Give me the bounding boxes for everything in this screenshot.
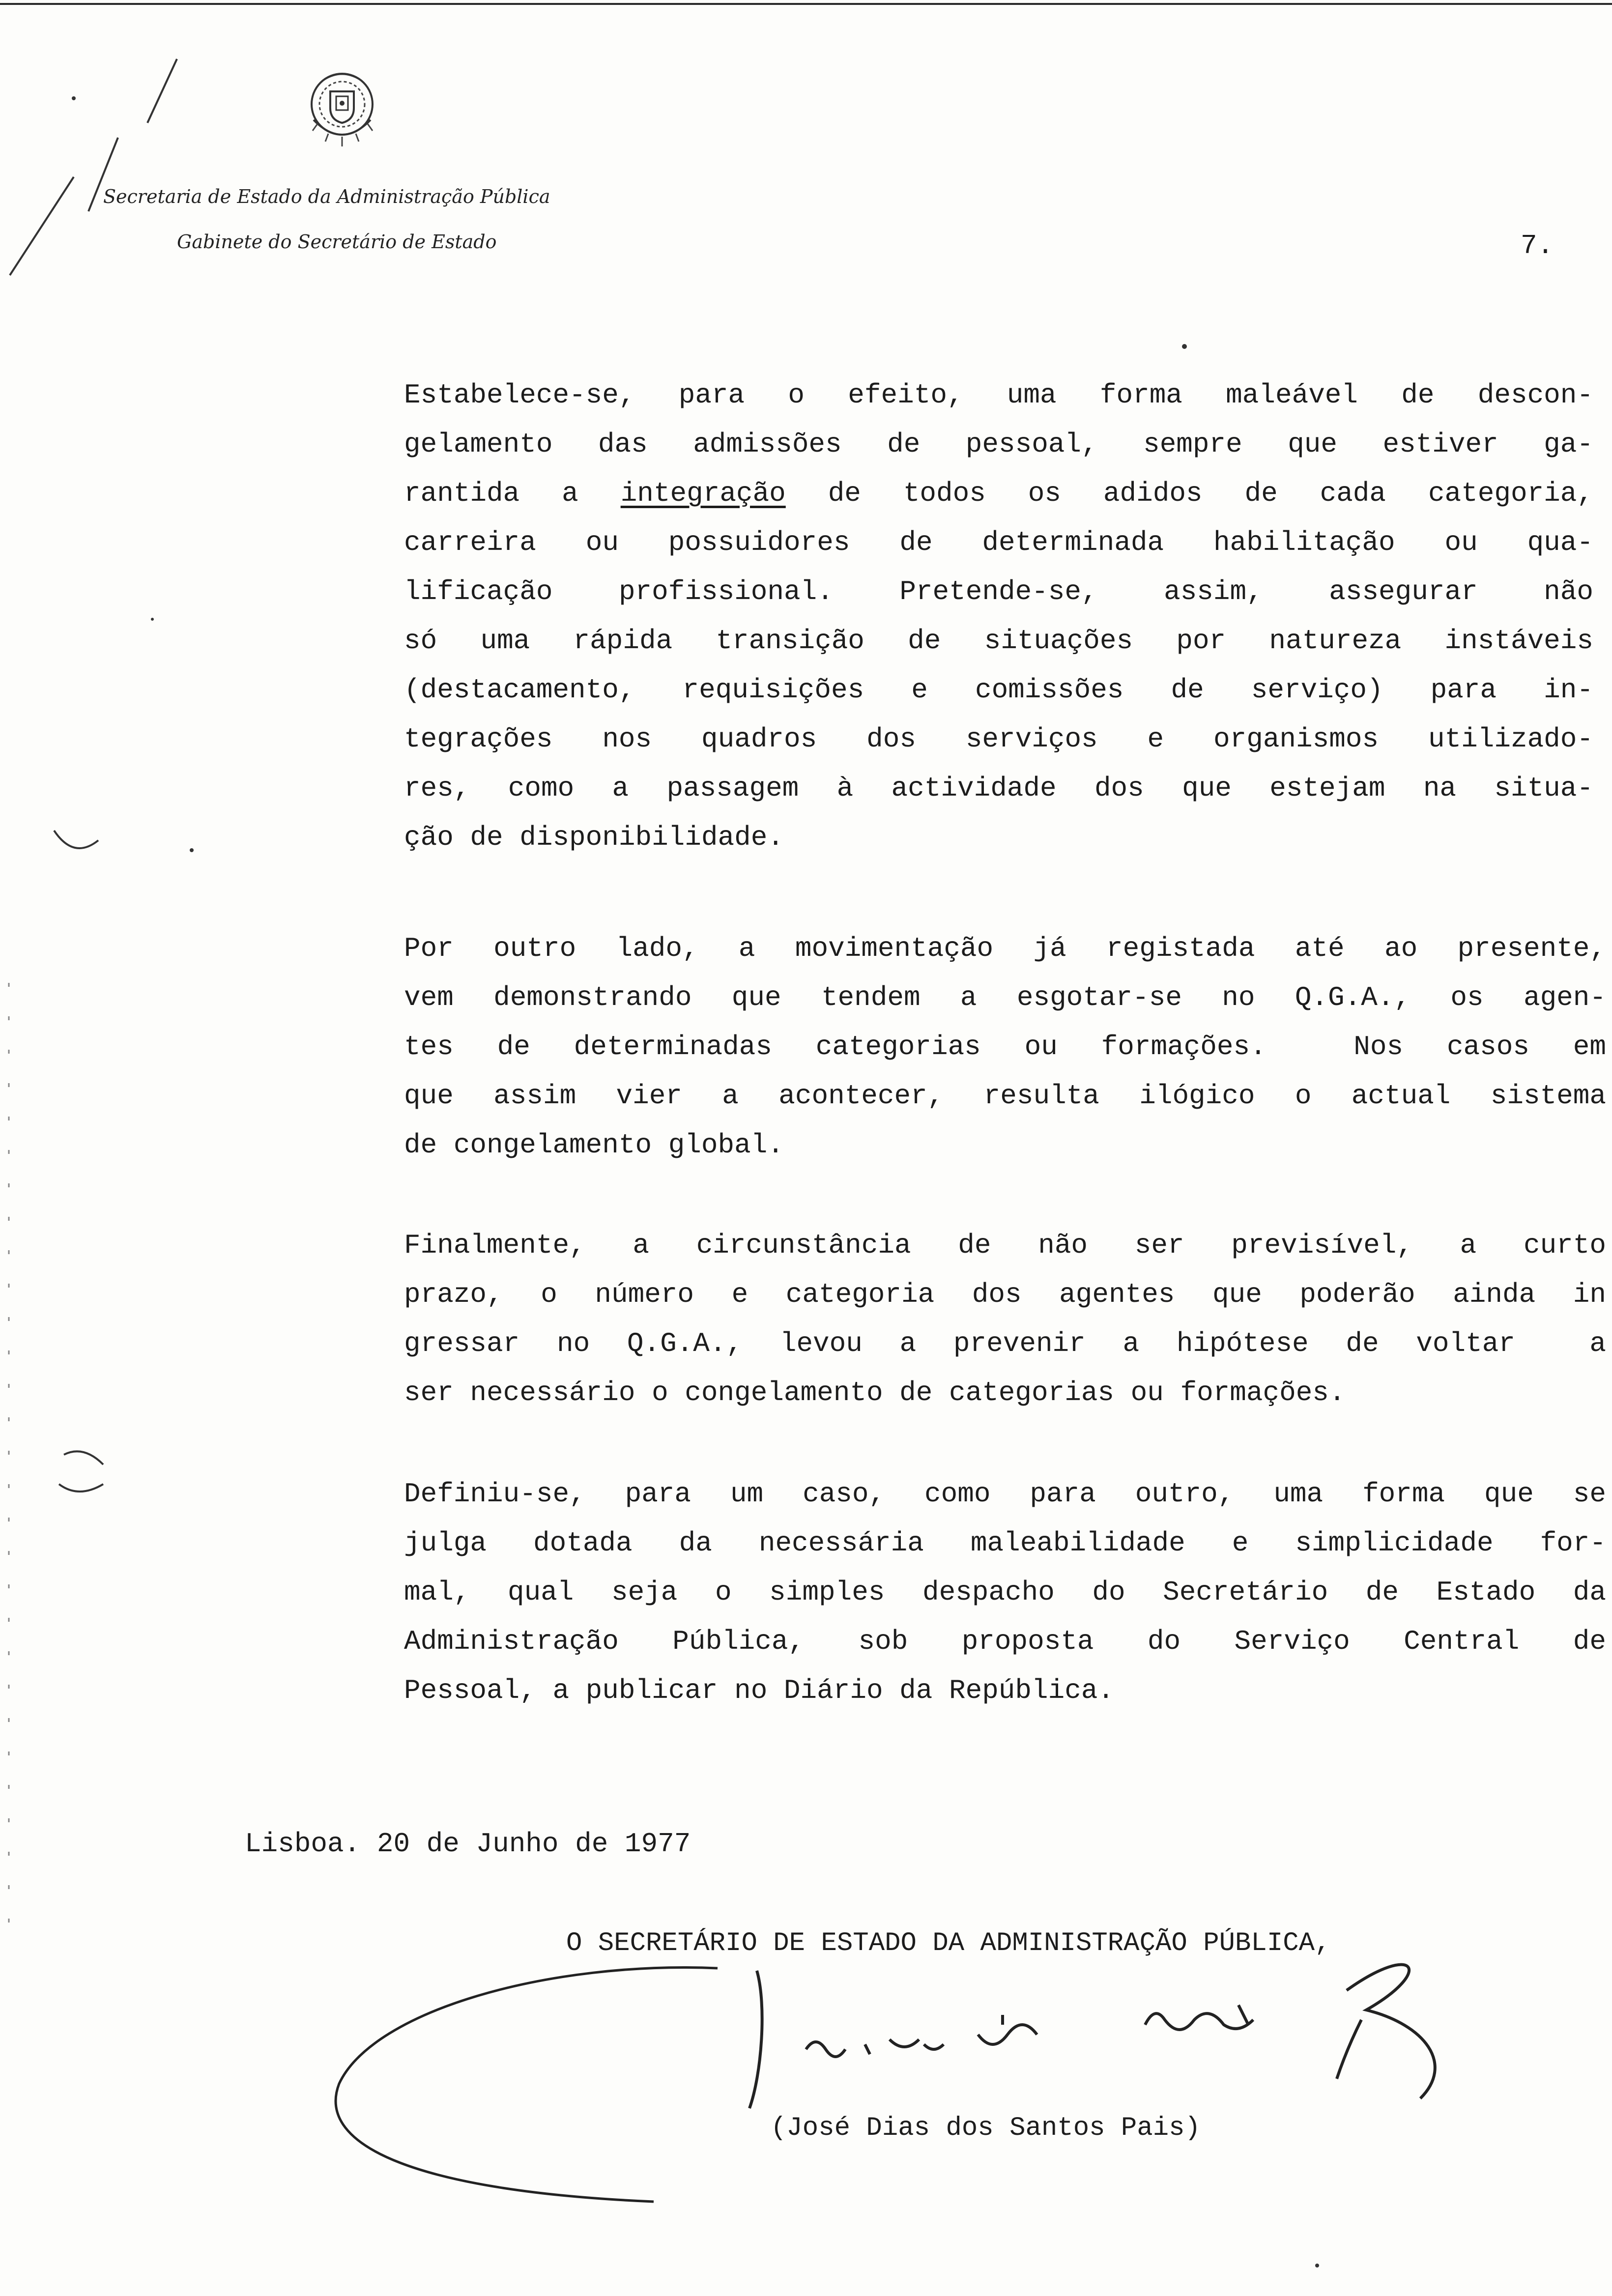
text-line: prazo, o número e categoria dos agentes que poderão ainda in <box>404 1279 1606 1310</box>
text-line: (destacamento, requisições e comissões de serviço) para in- <box>404 674 1593 706</box>
text-line: Por outro lado, a movimentação já registada até ao presente, <box>404 933 1606 964</box>
text-line: tes de determinadas categorias ou formações. Nos casos em <box>404 1031 1606 1062</box>
text-line-rest: de todos os adidos de cada categoria, <box>785 478 1593 509</box>
text-line: vem demonstrando que tendem a esgotar-se no Q.G.A., os agen- <box>404 982 1606 1013</box>
text-line: tegrações nos quadros dos serviços e organismos utilizado- <box>404 723 1593 755</box>
text-line: Finalmente, a circunstância de não ser previsível, a curto <box>404 1230 1606 1261</box>
header-secretariat-line: Secretaria de Estado da Administração Pública <box>103 186 550 207</box>
text-line: julga dotada da necessária maleabilidade e simplicidade for- <box>404 1527 1606 1559</box>
text-line: Estabelece-se, para o efeito, uma forma maleável de descon- <box>404 379 1593 411</box>
text-line: carreira ou possuidores de determinada habilitação ou qua- <box>404 527 1593 558</box>
coat-of-arms-seal-icon <box>294 60 390 156</box>
header-cabinet-line: Gabinete do Secretário de Estado <box>177 231 497 253</box>
text-line: res, como a passagem à actividade dos que estejam na situa- <box>404 773 1593 804</box>
top-border-line <box>0 3 1612 5</box>
text-line: só uma rápida transição de situações por natureza instáveis <box>404 625 1593 657</box>
signatory-name: (José Dias dos Santos Pais) <box>771 2113 1201 2143</box>
signatory-title: O SECRETÁRIO DE ESTADO DA ADMINISTRAÇÃO PÚBLICA, <box>566 1928 1331 1958</box>
text-line: de congelamento global. <box>404 1129 784 1161</box>
text-line: que assim vier a acontecer, resulta ilógico o actual sistema <box>404 1080 1606 1112</box>
text-line-start: rantida a <box>404 478 621 509</box>
text-line: Pessoal, a publicar no Diário da República. <box>404 1675 1115 1706</box>
paragraph-1 <box>404 371 1593 862</box>
paragraph-2 <box>404 924 1606 1170</box>
text-line: lificação profissional. Pretende-se, assim, assegurar não <box>404 576 1593 607</box>
text-line: gressar no Q.G.A., levou a prevenir a hipótese de voltar a <box>404 1328 1606 1359</box>
text-line: ser necessário o congelamento de categorias ou formações. <box>404 1377 1346 1408</box>
text-line: gelamento das admissões de pessoal, sempre que estiver ga- <box>404 429 1593 460</box>
text-line: mal, qual seja o simples despacho do Secretário de Estado da <box>404 1577 1606 1608</box>
text-line: Administração Pública, sob proposta do Serviço Central de <box>404 1626 1606 1657</box>
text-line: ção de disponibilidade. <box>404 822 784 853</box>
text-line <box>404 469 1593 518</box>
text-line: Definiu-se, para um caso, como para outro, uma forma que se <box>404 1478 1606 1510</box>
underlined-word: integração <box>620 478 786 509</box>
date-line: Lisboa. 20 de Junho de 1977 <box>245 1828 691 1860</box>
paragraph-3 <box>404 1221 1606 1417</box>
page-number: 7. <box>1521 230 1554 261</box>
paragraph-4 <box>404 1469 1606 1715</box>
